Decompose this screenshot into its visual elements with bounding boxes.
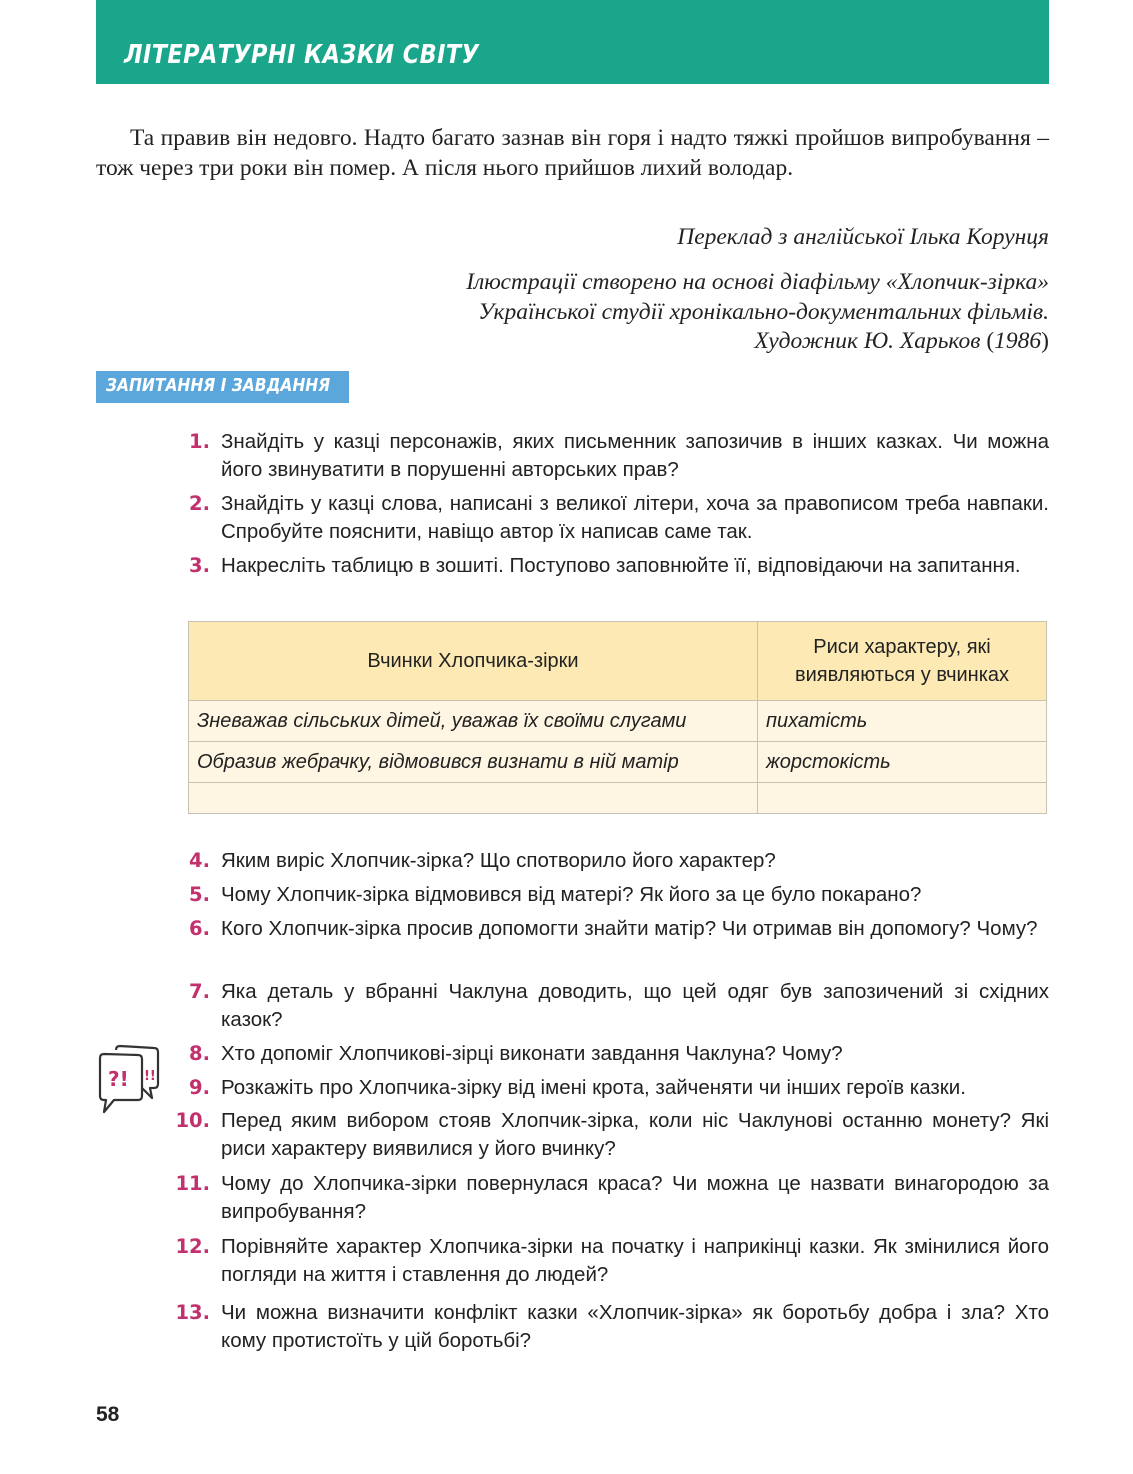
table-row [189,701,1047,742]
table-cell-deed [189,783,758,814]
question-number: 4. [189,849,210,872]
translation-credit: Переклад з англійської Ілька Корунця [677,224,1049,250]
body-paragraph: Та правив він недовго. Надто багато зазнав він горя і надто тяжкі пройшов випробування – тож через три роки він помер. А після нього прийшов лихий володар. [96,125,1049,181]
question-number: 1. [189,430,210,453]
question-item [170,915,1049,943]
question-number: 7. [189,980,210,1003]
question-item [170,847,1049,875]
question-number: 13. [175,1301,210,1324]
question-number: 2. [189,492,210,515]
table-cell-deed: Зневажав сільських дітей, уважав їх своїми слугами [189,701,758,742]
table-cell-trait [758,783,1047,814]
year-close-paren: ) [1041,328,1049,354]
question-text: Накресліть таблицю в зошиті. Поступово заповнюйте її, відповідаючи на запитання. [221,554,1021,577]
table-row [189,783,1047,814]
question-number: 10. [175,1109,210,1132]
question-text: Кого Хлопчик-зірка просив допомогти знайти матір? Чи отримав він допомогу? Чому? [221,917,1038,940]
question-item [170,490,1049,546]
question-number: 3. [189,554,210,577]
table-header-deeds: Вчинки Хлопчика-зірки [189,622,758,701]
question-number: 8. [189,1042,210,1065]
question-item [170,978,1049,1034]
question-text: Яким виріс Хлопчик-зірка? Що спотворило його характер? [221,849,776,872]
question-number: 9. [189,1076,210,1099]
question-item [170,1040,1049,1068]
illustration-credit [249,268,1049,357]
table-row [189,742,1047,783]
question-number: 11. [175,1172,210,1195]
section-tag [96,371,349,403]
section-title: ЗАПИТАННЯ І ЗАВДАННЯ [106,375,331,396]
question-text: Чи можна визначити конфлікт казки «Хлопчик-зірка» як боротьбу добра і зла? Хто кому протистоїть у цій боротьбі? [221,1301,1049,1352]
speech-bubbles-icon [94,1044,166,1118]
table-cell-trait: пихатість [758,701,1047,742]
table-header-traits: Риси характеру, які виявляються у вчинках [758,622,1047,701]
illustration-year: 1986 [994,328,1042,354]
page-number: 58 [96,1403,120,1426]
question-item [170,428,1049,484]
question-text: Перед яким вибором стояв Хлопчик-зірка, коли ніс Чаклунові останню монету? Які риси характеру виявилися у його вчинку? [221,1109,1049,1160]
table-header-row [189,622,1047,701]
question-item [170,1074,1049,1102]
header-bar [96,0,1049,84]
question-text: Розкажіть про Хлопчика-зірку від імені крота, зайченяти чи інших героїв казки. [221,1076,966,1099]
table-cell-deed: Образив жебрачку, відмовився визнати в ній матір [189,742,758,783]
bubble-mark-question: ?! [108,1067,129,1091]
question-text: Порівняйте характер Хлопчика-зірки на початку і наприкінці казки. Як змінилися його погляди на життя і ставлення до людей? [221,1235,1049,1286]
bubble-mark-exclaim: !! [144,1069,156,1084]
question-text: Хто допоміг Хлопчикові-зірці виконати завдання Чаклуна? Чому? [221,1042,843,1065]
question-text: Знайдіть у казці персонажів, яких письменник запозичив в інших казках. Чи можна його звинуватити в порушенні авторських прав? [221,430,1049,481]
question-text: Знайдіть у казці слова, написані з великої літери, хоча за правописом треба навпаки. Спробуйте пояснити, навіщо автор їх написав саме так. [221,492,1049,543]
question-item [170,1299,1049,1355]
question-number: 5. [189,883,210,906]
table-cell-trait: жорстокість [758,742,1047,783]
question-text: Чому Хлопчик-зірка відмовився від матері? Як його за це було покарано? [221,883,922,906]
question-item [170,881,1049,909]
question-text: Яка деталь у вбранні Чаклуна доводить, що цей одяг був запозичений зі східних казок? [221,980,1049,1031]
question-item [170,1233,1049,1289]
question-item [170,1170,1049,1226]
question-number: 6. [189,917,210,940]
illustration-credit-line2: Української студії хронікально-документальних фільмів. [478,298,1049,325]
question-item [170,552,1049,580]
year-open-paren: ( [986,328,995,354]
question-item [170,1107,1049,1163]
illustration-credit-line3: Художник Ю. Харьков [754,328,987,354]
question-text: Чому до Хлопчика-зірки повернулася краса? Чи можна це назвати винагородою за випробування? [221,1172,1049,1223]
illustration-credit-line1: Ілюстрації створено на основі діафільму «Хлопчик-зірка» [466,269,1049,295]
question-number: 12. [175,1235,210,1258]
header-title: ЛІТЕРАТУРНІ КАЗКИ СВІТУ [124,40,480,70]
deeds-table [188,621,1047,814]
